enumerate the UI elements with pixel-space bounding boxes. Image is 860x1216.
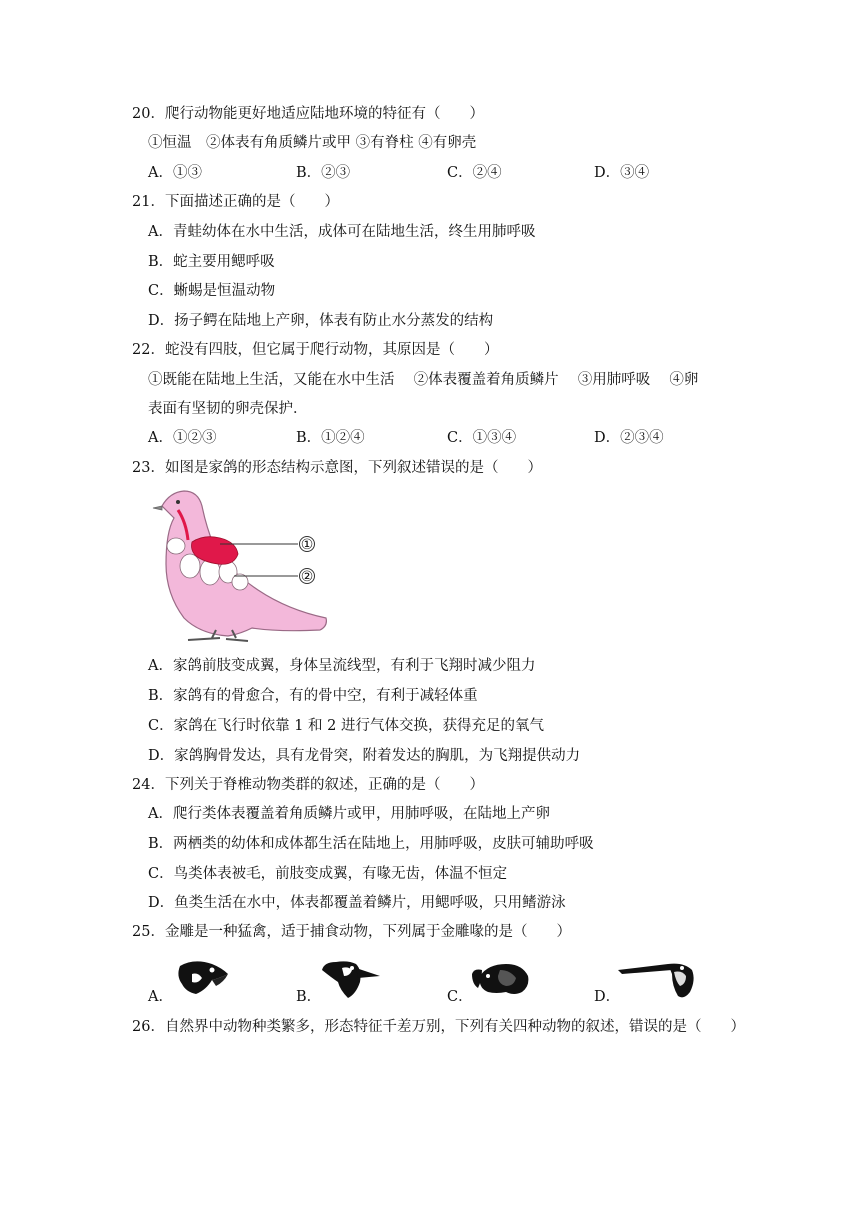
q21-option-d[interactable]: D．扬子鳄在陆地上产卵，体表有防止水分蒸发的结构 <box>148 313 494 329</box>
q22-option-d[interactable]: D．②③④ <box>594 430 664 446</box>
q22-items-line2: 表面有坚韧的卵壳保护． <box>148 401 308 417</box>
q23-option-a[interactable]: A．家鸽前肢变成翼，身体呈流线型，有利于飞翔时减少阻力 <box>148 658 536 674</box>
q23-option-d[interactable]: D．家鸽胸骨发达，具有龙骨突，附着发达的胸肌，为飞翔提供动力 <box>148 748 581 764</box>
q22-option-b[interactable]: B．①②④ <box>296 430 365 446</box>
air-sac <box>167 538 185 554</box>
q21-option-c[interactable]: C．蜥蜴是恒温动物 <box>148 283 276 299</box>
q25-option-c[interactable]: C． <box>447 989 473 1005</box>
q20-option-d[interactable]: D．③④ <box>594 165 650 181</box>
q22-option-a[interactable]: A．①②③ <box>148 430 217 446</box>
q20-option-a[interactable]: A．①③ <box>148 165 202 181</box>
q24-option-c[interactable]: C．鸟类体表被毛，前肢变成翼，有喙无齿，体温不恒定 <box>148 866 508 882</box>
air-sac <box>180 554 200 578</box>
q25-option-a[interactable]: A． <box>148 989 173 1005</box>
figure-label-1: ① <box>300 537 314 553</box>
pigeon-beak <box>153 506 162 510</box>
q21-stem: 21．下面描述正确的是（ ） <box>132 194 339 210</box>
q24-option-a[interactable]: A．爬行类体表覆盖着角质鳞片或甲，用肺呼吸，在陆地上产卵 <box>148 806 550 822</box>
q21-option-a[interactable]: A．青蛙幼体在水中生活，成体可在陆地生活，终生用肺呼吸 <box>148 224 536 240</box>
beak-c-icon[interactable] <box>470 958 540 1002</box>
beak-b-icon[interactable] <box>318 954 384 1002</box>
q26-stem: 26．自然界中动物种类繁多，形态特征千差万别，下列有关四种动物的叙述，错误的是（ ） <box>132 1019 745 1035</box>
q22-items-line1: ①既能在陆地上生活，又能在水中生活 ②体表覆盖着角质鳞片 ③用肺呼吸 ④卵 <box>148 372 699 388</box>
pigeon-figure <box>148 486 338 646</box>
q24-option-b[interactable]: B．两栖类的幼体和成体都生活在陆地上，用肺呼吸，皮肤可辅助呼吸 <box>148 836 594 852</box>
q21-option-b[interactable]: B．蛇主要用鳃呼吸 <box>148 254 275 270</box>
figure-label-2: ② <box>300 569 314 585</box>
q23-stem: 23．如图是家鸽的形态结构示意图，下列叙述错误的是（ ） <box>132 460 542 476</box>
beak-a-icon[interactable] <box>172 956 238 1002</box>
q25-option-b[interactable]: B． <box>296 989 322 1005</box>
q20-stem: 20．爬行动物能更好地适应陆地环境的特征有（ ） <box>132 106 484 122</box>
pigeon-eye <box>176 500 180 504</box>
q20-option-b[interactable]: B．②③ <box>296 165 351 181</box>
q20-option-c[interactable]: C．②④ <box>447 165 502 181</box>
q20-items: ①恒温 ②体表有角质鳞片或甲 ③有脊柱 ④有卵壳 <box>148 135 477 151</box>
q25-stem: 25．金雕是一种猛禽，适于捕食动物，下列属于金雕喙的是（ ） <box>132 924 571 940</box>
q24-stem: 24．下列关于脊椎动物类群的叙述，正确的是（ ） <box>132 777 484 793</box>
beak-d-icon[interactable] <box>616 958 700 1002</box>
q23-option-c[interactable]: C．家鸽在飞行时依靠 1 和 2 进行气体交换，获得充足的氧气 <box>148 718 544 734</box>
q25-option-d[interactable]: D． <box>594 989 621 1005</box>
q22-stem: 22．蛇没有四肢，但它属于爬行动物，其原因是（ ） <box>132 342 499 358</box>
q23-option-b[interactable]: B．家鸽有的骨愈合，有的骨中空，有利于减轻体重 <box>148 688 478 704</box>
q22-option-c[interactable]: C．①③④ <box>447 430 517 446</box>
q24-option-d[interactable]: D．鱼类生活在水中，体表都覆盖着鳞片，用鳃呼吸，只用鳍游泳 <box>148 895 566 911</box>
